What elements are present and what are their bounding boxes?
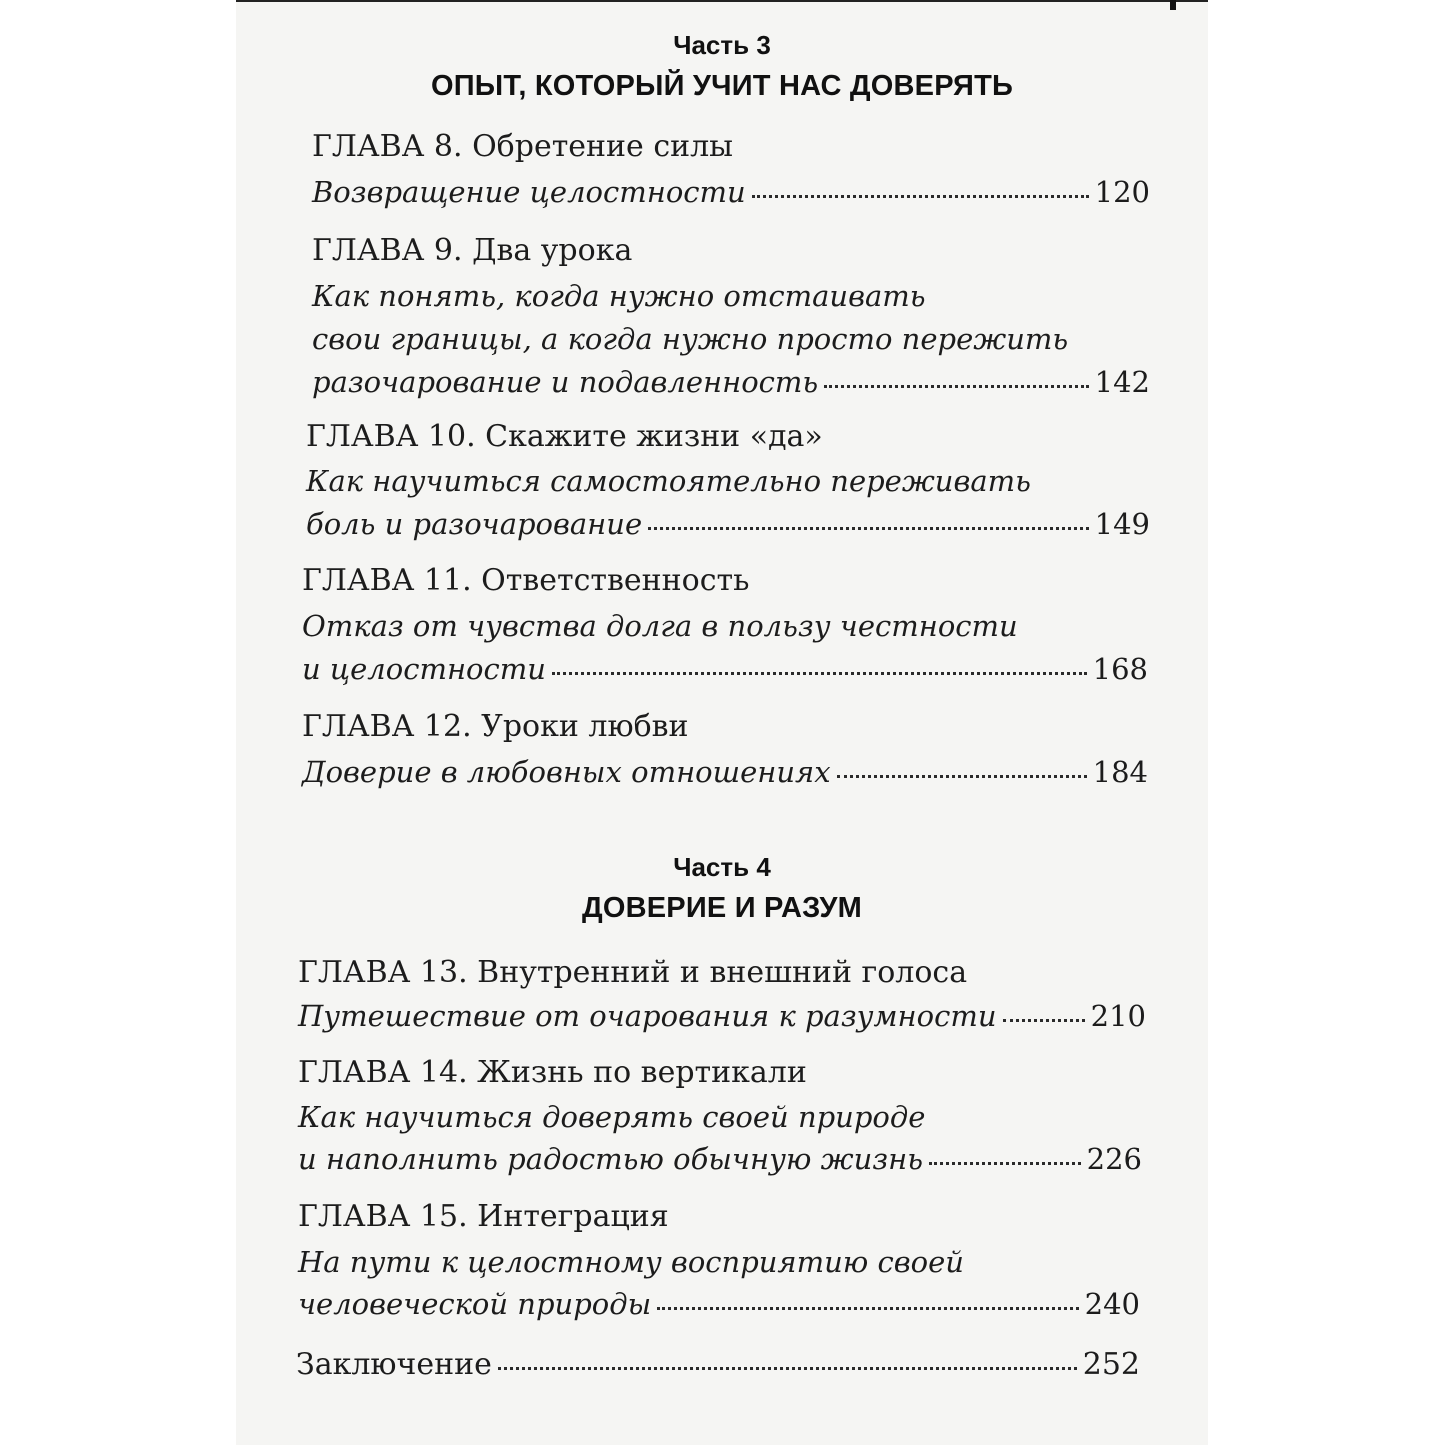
page-number: 240 [1084, 1287, 1140, 1321]
chapter-14-entry: и наполнить радостью обычную жизнь 226 [298, 1142, 1142, 1176]
chapter-14-heading: ГЛАВА 14. Жизнь по вертикали [298, 1055, 807, 1090]
corner-mark [1170, 0, 1176, 10]
part-4-title: ДОВЕРИЕ И РАЗУМ [582, 892, 862, 924]
page-number: 149 [1094, 507, 1150, 541]
chapter-13-entry: Путешествие от очарования к разумности 210 [298, 999, 1146, 1033]
chapter-11-line-1: Отказ от чувства долга в пользу честности [302, 609, 1018, 643]
part-4-label: Часть 4 [673, 852, 771, 882]
page-number: 184 [1092, 755, 1148, 789]
chapter-13-heading: ГЛАВА 13. Внутренний и внешний голоса [298, 955, 968, 990]
chapter-10-entry: боль и разочарование 149 [306, 507, 1150, 541]
chapter-14-line-1: Как научиться доверять своей природе [298, 1100, 926, 1134]
page-number: 168 [1092, 652, 1148, 686]
chapter-8-entry: Возвращение целостности 120 [312, 175, 1150, 209]
page-number: 120 [1094, 175, 1150, 209]
chapter-9-entry: разочарование и подавленность 142 [312, 365, 1150, 399]
chapter-10-line-1: Как научиться самостоятельно переживать [306, 464, 1031, 498]
chapter-9-line-2: свои границы, а когда нужно просто пережить [312, 322, 1069, 356]
chapter-15-line-1: На пути к целостному восприятию своей [298, 1245, 964, 1279]
chapter-11-entry: и целостности 168 [302, 652, 1148, 686]
chapter-15-entry: человеческой природы 240 [298, 1287, 1140, 1321]
dot-leader [752, 195, 1089, 198]
chapter-10-heading: ГЛАВА 10. Скажите жизни «да» [306, 419, 823, 454]
chapter-8-heading: ГЛАВА 8. Обретение силы [312, 129, 734, 164]
part-3-label: Часть 3 [673, 30, 771, 60]
dot-leader [498, 1367, 1077, 1370]
dot-leader [1003, 1019, 1085, 1022]
dot-leader [837, 775, 1087, 778]
page-number: 142 [1094, 365, 1150, 399]
dot-leader [929, 1162, 1081, 1165]
dot-leader [657, 1307, 1078, 1310]
page-number: 210 [1090, 999, 1146, 1033]
chapter-9-heading: ГЛАВА 9. Два урока [312, 233, 633, 268]
page-number: 252 [1082, 1347, 1140, 1382]
chapter-9-line-1: Как понять, когда нужно отстаивать [312, 279, 926, 313]
chapter-12-heading: ГЛАВА 12. Уроки любви [302, 709, 689, 744]
dot-leader [552, 672, 1087, 675]
conclusion-entry: Заключение 252 [296, 1347, 1140, 1382]
page-top-edge [236, 0, 1208, 2]
page-number: 226 [1086, 1142, 1142, 1176]
dot-leader [648, 527, 1089, 530]
part-3-title: ОПЫТ, КОТОРЫЙ УЧИТ НАС ДОВЕРЯТЬ [430, 70, 1014, 102]
chapter-15-heading: ГЛАВА 15. Интеграция [298, 1199, 669, 1234]
dot-leader [824, 385, 1088, 388]
chapter-11-heading: ГЛАВА 11. Ответственность [302, 563, 750, 598]
chapter-12-entry: Доверие в любовных отношениях 184 [302, 755, 1148, 789]
